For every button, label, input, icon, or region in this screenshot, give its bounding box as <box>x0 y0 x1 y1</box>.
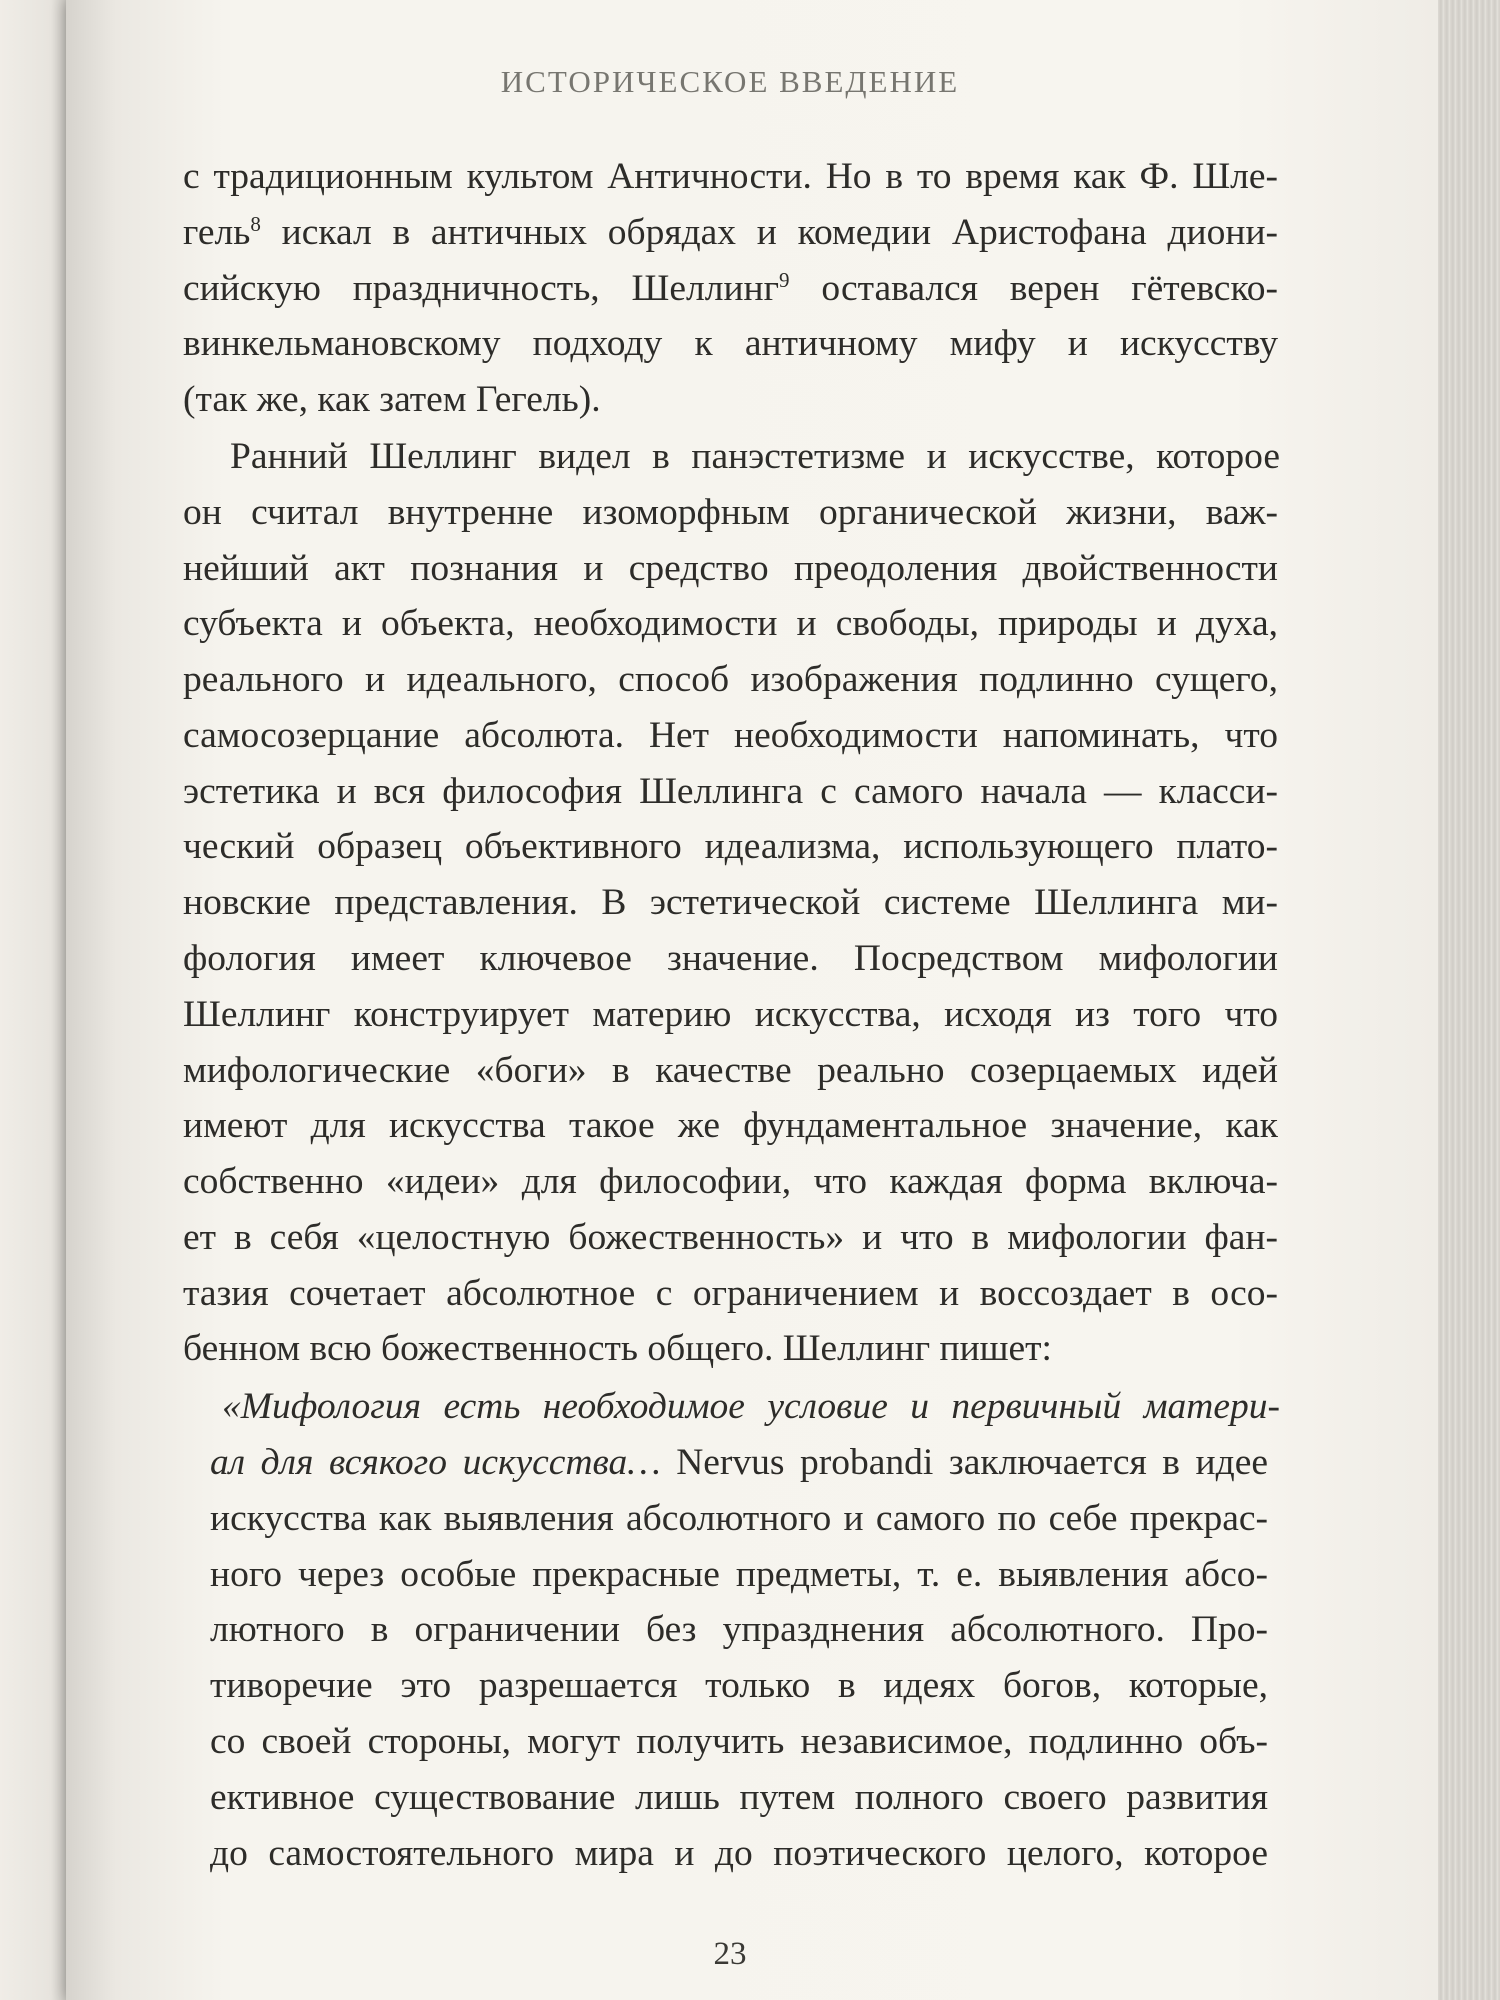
text-line: тазия сочетает абсолютное с ограничением и воссоздает в осо- <box>183 1273 1278 1314</box>
quote-line: ективное существование лишь путем полного своего развития <box>210 1777 1268 1818</box>
quote-line: лютного в ограничении без упразднения абсолютного. Про- <box>210 1609 1268 1650</box>
text-line: имеют для искусства такое же фундаментальное значение, как <box>183 1105 1278 1146</box>
text-line: собственно «идеи» для философии, что каждая форма включа- <box>183 1161 1278 1202</box>
page-number: 23 <box>713 1936 747 1972</box>
text-line: мифологические «боги» в качестве реально созерцаемых идей <box>183 1050 1278 1091</box>
quote-line: ал для всякого искусства… Nervus probandi заключается в идее <box>210 1442 1268 1483</box>
text-line: новские представления. В эстетической системе Шеллинга ми- <box>183 882 1278 923</box>
quote-start-line: «Мифология есть необходимое условие и первичный матери- <box>222 1386 1280 1427</box>
text-line: эстетика и вся философия Шеллинга с самого начала — класси- <box>183 771 1278 812</box>
text-line: реального и идеального, способ изображения подлинно сущего, <box>183 659 1278 700</box>
text-line: фология имеет ключевое значение. Посредством мифологии <box>183 938 1278 979</box>
text-line: ет в себя «целостную божественность» и что в мифологии фан- <box>183 1217 1278 1258</box>
quote-line: со своей стороны, могут получить независимое, подлинно объ- <box>210 1721 1268 1762</box>
footnote-ref-8[interactable]: 8 <box>250 212 261 236</box>
text-line: Шеллинг конструирует материю искусства, исходя из того что <box>183 994 1278 1035</box>
running-head: ИСТОРИЧЕСКОЕ ВВЕДЕНИЕ <box>500 64 960 99</box>
text-line: субъекта и объекта, необходимости и свободы, природы и духа, <box>183 603 1278 644</box>
text-line: (так же, как затем Гегель). <box>183 379 601 420</box>
text-line: он считал внутренне изоморфным органической жизни, важ- <box>183 492 1278 533</box>
quote-line: искусства как выявления абсолютного и самого по себе прекрас- <box>210 1498 1268 1539</box>
text-line: нейший акт познания и средство преодоления двойственности <box>183 548 1278 589</box>
quote-line: ного через особые прекрасные предметы, т. е. выявления абсо- <box>210 1554 1268 1595</box>
text-line: сийскую праздничность, Шеллинг$^9$ оставался верен гётевско- <box>183 268 1279 309</box>
quote-line: тиворечие это разрешается только в идеях богов, которые, <box>210 1665 1268 1706</box>
text-line: ческий образец объективного идеализма, использующего плато- <box>183 826 1278 867</box>
text-line: бенном всю божественность общего. Шеллинг пишет: <box>183 1328 1052 1369</box>
footnote-ref-9[interactable]: 9 <box>778 268 790 292</box>
text-line: винкельмановскому подходу к античному мифу и искусству <box>183 323 1278 364</box>
quote-line: до самостоятельного мира и до поэтического целого, которое <box>210 1833 1268 1874</box>
text-line: с традиционным культом Античности. Но в то время как Ф. Шле- <box>183 156 1278 197</box>
text-line: гель$^8$ искал в античных обрядах и комедии Аристофана диони- <box>183 212 1278 253</box>
text-line: самосозерцание абсолюта. Нет необходимости напоминать, что <box>183 715 1278 756</box>
paragraph-start-line: Ранний Шеллинг видел в панэстетизме и искусстве, которое <box>230 436 1280 477</box>
